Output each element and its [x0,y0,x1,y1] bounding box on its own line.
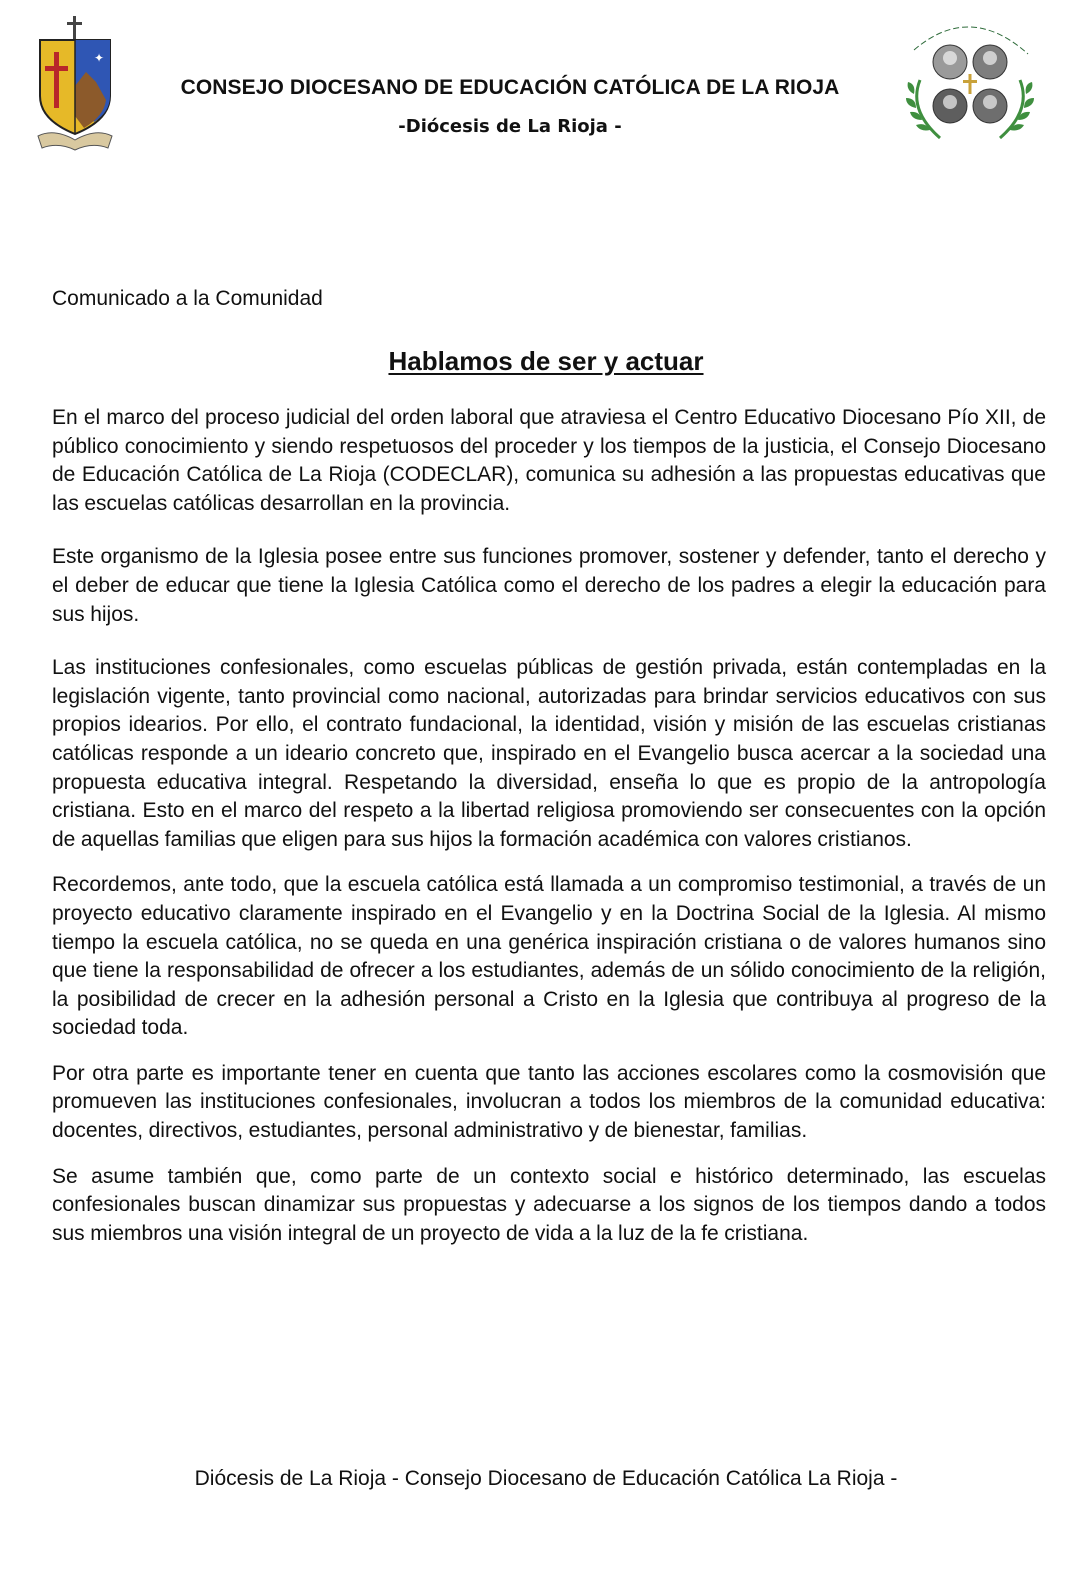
paragraph: Este organismo de la Iglesia posee entre sus funciones promover, sostener y defender, tanto el derecho y el deber de educar que tiene la Iglesia Católica como el derecho de los padres a elegir la educación para sus hijos. [52,545,1046,626]
paragraph: Recordemos, ante todo, que la escuela católica está llamada a un compromiso testimonial, a través de un proyecto educativo claramente inspirado en el Evangelio y en la Doctrina Social de la Iglesia. Al mismo tiempo la escuela católica, no se queda en una genérica inspiración cristiana o de valores humanos sino que tiene la responsabilidad de ofrecer a los estudiantes, además de un sólido conocimiento de la religión, la posibilidad de crecer en la adhesión personal a Cristo en la Iglesia que contribuya al progreso de la sociedad toda. [52,873,1046,1040]
document-body [52,404,1046,1248]
document-title-text: Hablamos de ser y actuar [388,346,704,376]
page-footer: Diócesis de La Rioja - Consejo Diocesano de Educación Católica La Rioja - [194,1467,898,1490]
organization-subtitle: -Diócesis de La Rioja - [398,116,622,137]
paragraph: Por otra parte es importante tener en cuenta que tanto las acciones escolares como la cosmovisión que promueven las instituciones confesionales, involucran a todos los miembros de la comunidad educativa: docentes, directivos, estudiantes, personal administrativo y de bienestar, familias. [52,1061,1046,1143]
salutation: Comunicado a la Comunidad [52,287,323,310]
svg-text:✦: ✦ [94,51,105,65]
organization-title: CONSEJO DIOCESANO DE EDUCACIÓN CATÓLICA DE LA RIOJA [180,76,840,99]
diocese-crest-logo [34,16,116,156]
paragraph: Se asume también que, como parte de un contexto social e histórico determinado, las escuelas confesionales buscan dinamizar sus propuestas y adecuarse a los signos de los tiempos dando a todos sus miembros una visión integral de un proyecto de vida a la luz de la fe cristiana. [52,1164,1046,1245]
paragraph: En el marco del proceso judicial del orden laboral que atraviesa el Centro Educativo Diocesano Pío XII, de público conocimiento y siendo respetuosos del proceder y los tiempos de la justicia, el Consejo Diocesano de Educación Católica de La Rioja (CODECLAR), comunica su adhesión a las propuestas educativas que las escuelas católicas desarrollan en la provincia. [52,406,1046,515]
paragraph: Las instituciones confesionales, como escuelas públicas de gestión privada, están contempladas en la legislación vigente, tanto provincial como nacional, autorizadas para brindar servicios educativos con sus propios idearios. Por ello, el contrato fundacional, la identidad, visión y misión de las escuelas cristianas católicas responde a un ideario concreto que, inspirado en el Evangelio busca acercar a la sociedad una propuesta educativa integral. Respetando la diversidad, enseña lo que es propio de la antropología cristiana. Esto en el marco del respeto a la libertad religiosa promoviendo ser consecuentes con la opción de aquellas familias que eligen para sus hijos la formación académica con valores cristianos. [52,656,1046,851]
martyrs-gospel-logo [900,10,1040,150]
document-title [0,346,1092,377]
